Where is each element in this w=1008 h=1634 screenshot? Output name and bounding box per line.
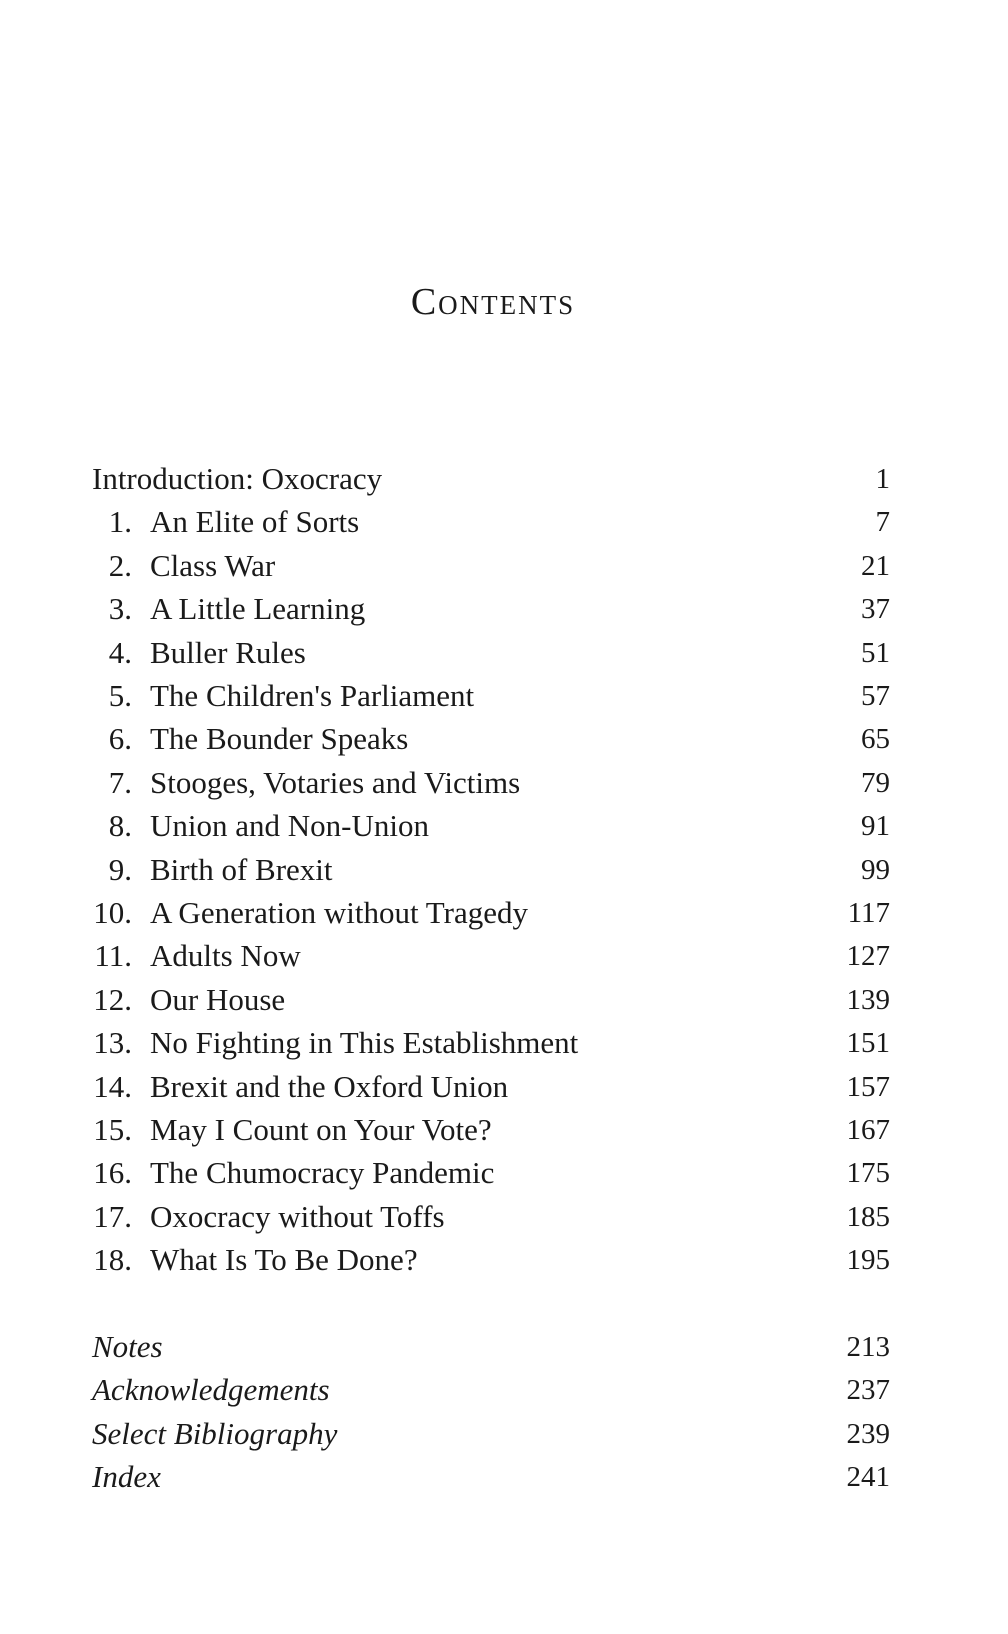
chapter-number: 3. xyxy=(108,591,132,627)
toc-entry xyxy=(92,1067,890,1107)
entry-title: Our House xyxy=(150,981,286,1017)
page-title: Contents xyxy=(410,281,576,323)
entry-title: Brexit and the Oxford Union xyxy=(150,1068,509,1104)
entry-title: The Children's Parliament xyxy=(150,678,475,713)
entry-title: Union and Non-Union xyxy=(150,808,429,844)
entry-page: 7 xyxy=(875,506,890,539)
chapter-number: 8. xyxy=(108,808,132,844)
entry-title: Index xyxy=(92,1459,161,1495)
entry-title: The Chumocracy Pandemic xyxy=(150,1155,495,1191)
entry-page: 99 xyxy=(861,853,890,886)
entry-page: 237 xyxy=(846,1374,890,1407)
toc-entry xyxy=(92,1197,890,1237)
entry-page: 139 xyxy=(846,983,890,1016)
toc-back-matter-entry xyxy=(92,1327,890,1367)
entry-title: No Fighting in This Establishment xyxy=(150,1025,579,1061)
toc-entry xyxy=(92,936,890,976)
toc-entry-introduction xyxy=(92,459,890,499)
toc-entry xyxy=(92,546,890,586)
entry-page: 65 xyxy=(861,723,890,756)
entry-page: 239 xyxy=(846,1417,890,1450)
entry-page: 213 xyxy=(846,1331,890,1363)
chapter-number: 16. xyxy=(93,1155,132,1191)
entry-title: An Elite of Sorts xyxy=(150,504,360,540)
chapter-number: 11. xyxy=(94,938,132,974)
entry-title: Acknowledgements xyxy=(92,1372,330,1408)
toc-entry xyxy=(92,1240,890,1280)
entry-page: 1 xyxy=(875,463,890,495)
entry-title: The Bounder Speaks xyxy=(150,721,409,757)
chapter-number: 9. xyxy=(108,851,132,887)
entry-page: 37 xyxy=(861,593,890,626)
toc-entry xyxy=(92,633,890,673)
entry-title: Introduction: Oxocracy xyxy=(92,461,383,496)
entry-page: 195 xyxy=(846,1244,890,1277)
toc-entry xyxy=(92,1110,890,1150)
entry-title: Select Bibliography xyxy=(92,1415,338,1451)
entry-page: 127 xyxy=(846,940,890,973)
chapter-number: 15. xyxy=(93,1112,132,1147)
toc-entry xyxy=(92,980,890,1020)
entry-page: 21 xyxy=(861,549,890,582)
toc-back-matter-entry xyxy=(92,1414,890,1454)
entry-title: Buller Rules xyxy=(150,634,306,670)
chapter-number: 1. xyxy=(108,504,132,540)
entry-title: Oxocracy without Toffs xyxy=(150,1198,445,1234)
chapter-number: 17. xyxy=(93,1198,132,1234)
toc-back-matter-entry xyxy=(92,1457,890,1497)
toc-entry xyxy=(92,719,890,759)
entry-page: 175 xyxy=(846,1157,890,1190)
entry-page: 57 xyxy=(861,680,890,712)
chapter-number: 6. xyxy=(108,721,132,757)
entry-title: Birth of Brexit xyxy=(150,851,333,887)
entry-page: 151 xyxy=(846,1027,890,1060)
entry-page: 157 xyxy=(846,1070,890,1103)
chapter-number: 2. xyxy=(108,547,132,583)
chapter-number: 10. xyxy=(93,895,132,930)
entry-page: 79 xyxy=(861,766,890,799)
entry-title: What Is To Be Done? xyxy=(150,1242,418,1278)
chapter-number: 12. xyxy=(93,981,132,1017)
toc-entry xyxy=(92,893,890,933)
entry-title: Stooges, Votaries and Victims xyxy=(150,764,521,800)
entry-page: 117 xyxy=(847,897,890,929)
entry-title: A Generation without Tragedy xyxy=(150,895,528,930)
chapter-number: 13. xyxy=(93,1025,132,1061)
entry-title: Adults Now xyxy=(150,938,301,974)
entry-page: 167 xyxy=(846,1114,890,1146)
toc-entry xyxy=(92,850,890,890)
toc-entry xyxy=(92,1023,890,1063)
entry-page: 241 xyxy=(846,1461,890,1494)
toc-entry xyxy=(92,502,890,542)
entry-page: 51 xyxy=(861,636,890,669)
toc-entry xyxy=(92,763,890,803)
entry-title: A Little Learning xyxy=(150,591,366,627)
chapter-number: 4. xyxy=(108,634,132,670)
entry-title: Class War xyxy=(150,547,276,583)
toc-entry xyxy=(92,589,890,629)
entry-page: 185 xyxy=(846,1200,890,1233)
chapter-number: 18. xyxy=(93,1242,132,1278)
toc-entry xyxy=(92,1153,890,1193)
chapter-number: 5. xyxy=(108,678,132,713)
toc-entry xyxy=(92,676,890,716)
chapter-number: 7. xyxy=(108,764,132,800)
toc-entry xyxy=(92,806,890,846)
toc-back-matter-entry xyxy=(92,1370,890,1410)
entry-title: Notes xyxy=(92,1329,163,1364)
chapter-number: 14. xyxy=(93,1068,132,1104)
entry-page: 91 xyxy=(861,810,890,843)
entry-title: May I Count on Your Vote? xyxy=(150,1112,492,1147)
